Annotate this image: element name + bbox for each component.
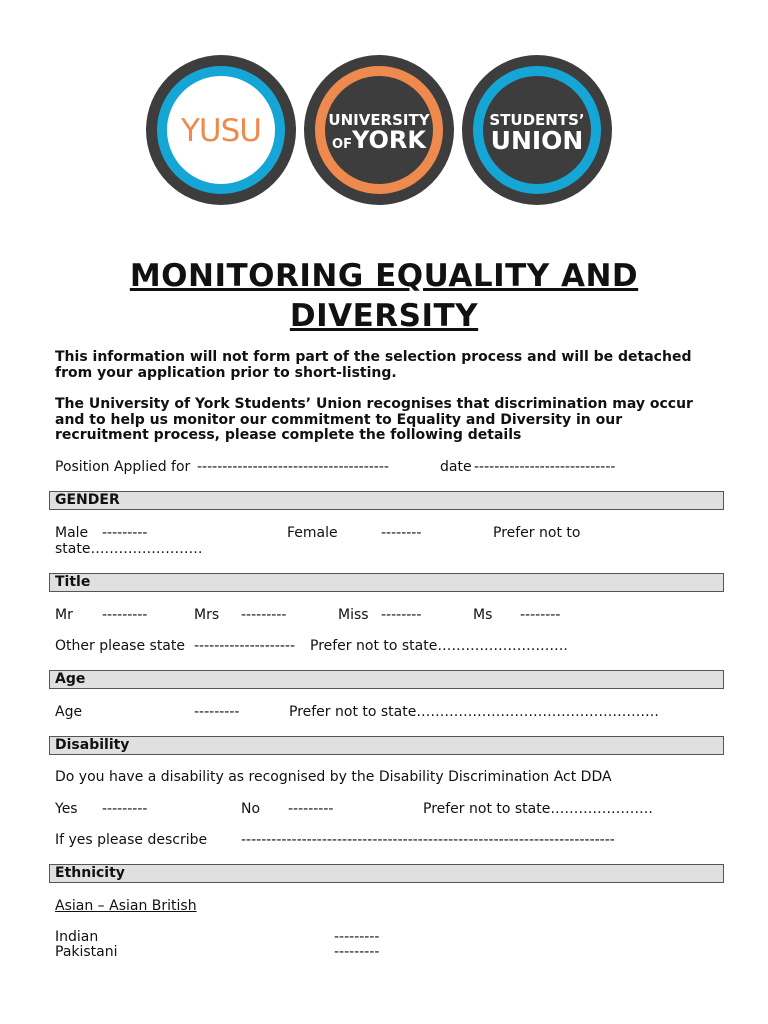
yusu-logo-text: YUSU bbox=[181, 113, 261, 149]
para2-line2: and to help us monitor our commitment to Equality and Diversity in our bbox=[55, 411, 623, 428]
ethnicity-group-asian: Asian – Asian British bbox=[55, 898, 197, 914]
disability-question: Do you have a disability as recognised by the Disability Discrimination Act DDA bbox=[55, 769, 612, 785]
intro-paragraph-2 bbox=[55, 397, 715, 444]
ethnicity-option-field[interactable]: --------- bbox=[334, 944, 380, 960]
uoy-york: YORK bbox=[351, 126, 426, 154]
disability-yes-label: Yes bbox=[55, 801, 78, 817]
mrs-label: Mrs bbox=[194, 607, 220, 623]
disability-prefer-field[interactable]: Prefer not to state…………………. bbox=[423, 801, 653, 817]
title-prefer-field[interactable]: Prefer not to state………………………. bbox=[310, 638, 568, 654]
ethnicity-section-header: Ethnicity bbox=[49, 864, 724, 883]
gender-prefer-field[interactable]: state…………………… bbox=[55, 541, 203, 557]
age-label: Age bbox=[55, 704, 83, 720]
title-section-header: Title bbox=[49, 573, 724, 592]
ms-field[interactable]: -------- bbox=[520, 607, 561, 623]
uoy-of: OF bbox=[332, 137, 352, 152]
disability-describe-field[interactable]: -------------------------------------------------------------------------- bbox=[241, 832, 615, 848]
date-field[interactable]: ---------------------------- bbox=[474, 459, 616, 475]
disability-no-field[interactable]: --------- bbox=[288, 801, 334, 817]
mr-field[interactable]: --------- bbox=[102, 607, 148, 623]
position-label: Position Applied for bbox=[55, 459, 191, 475]
uoy-line2 bbox=[304, 126, 454, 154]
ms-label: Ms bbox=[473, 607, 493, 623]
document-title bbox=[40, 256, 728, 336]
para1-line2: from your application prior to short-listing. bbox=[55, 364, 397, 381]
male-field[interactable]: --------- bbox=[102, 525, 148, 541]
miss-field[interactable]: -------- bbox=[381, 607, 422, 623]
para1-line1: This information will not form part of the selection process and will be detached bbox=[55, 349, 692, 365]
position-field[interactable]: -------------------------------------- bbox=[197, 459, 389, 475]
ethnicity-option-field[interactable]: --------- bbox=[334, 929, 380, 945]
title-line2: DIVERSITY bbox=[289, 298, 479, 334]
female-label: Female bbox=[287, 525, 338, 541]
intro-paragraph-1 bbox=[55, 350, 715, 381]
university-of-york-logo bbox=[304, 55, 454, 205]
disability-no-label: No bbox=[241, 801, 261, 817]
date-label: date bbox=[440, 459, 472, 475]
union-logos bbox=[146, 52, 626, 208]
para2-line3: recruitment process, please complete the following details bbox=[55, 427, 522, 443]
yusu-logo bbox=[146, 55, 296, 205]
female-field[interactable]: -------- bbox=[381, 525, 422, 541]
ethnicity-option-label: Indian bbox=[55, 929, 99, 945]
other-title-label: Other please state bbox=[55, 638, 185, 654]
su-line1: STUDENTS’ bbox=[489, 111, 585, 129]
ethnicity-option-label: Pakistani bbox=[55, 944, 118, 960]
su-line2: UNION bbox=[490, 126, 584, 155]
age-field[interactable]: --------- bbox=[194, 704, 240, 720]
male-label: Male bbox=[55, 525, 89, 541]
uoy-line1: UNIVERSITY bbox=[328, 111, 430, 129]
other-title-field[interactable]: -------------------- bbox=[194, 638, 296, 654]
gender-section-header: GENDER bbox=[49, 491, 724, 510]
gender-prefer-label: Prefer not to bbox=[493, 525, 581, 541]
mr-label: Mr bbox=[55, 607, 73, 623]
age-prefer-field[interactable]: Prefer not to state……………………………………………. bbox=[289, 704, 659, 720]
title-line1: MONITORING EQUALITY AND bbox=[129, 258, 639, 294]
para2-line1: The University of York Students’ Union recognises that discrimination may occur bbox=[55, 396, 693, 412]
disability-section-header: Disability bbox=[49, 736, 724, 755]
mrs-field[interactable]: --------- bbox=[241, 607, 287, 623]
disability-describe-label: If yes please describe bbox=[55, 832, 208, 848]
students-union-logo bbox=[462, 55, 612, 205]
miss-label: Miss bbox=[338, 607, 369, 623]
age-section-header: Age bbox=[49, 670, 724, 689]
disability-yes-field[interactable]: --------- bbox=[102, 801, 148, 817]
